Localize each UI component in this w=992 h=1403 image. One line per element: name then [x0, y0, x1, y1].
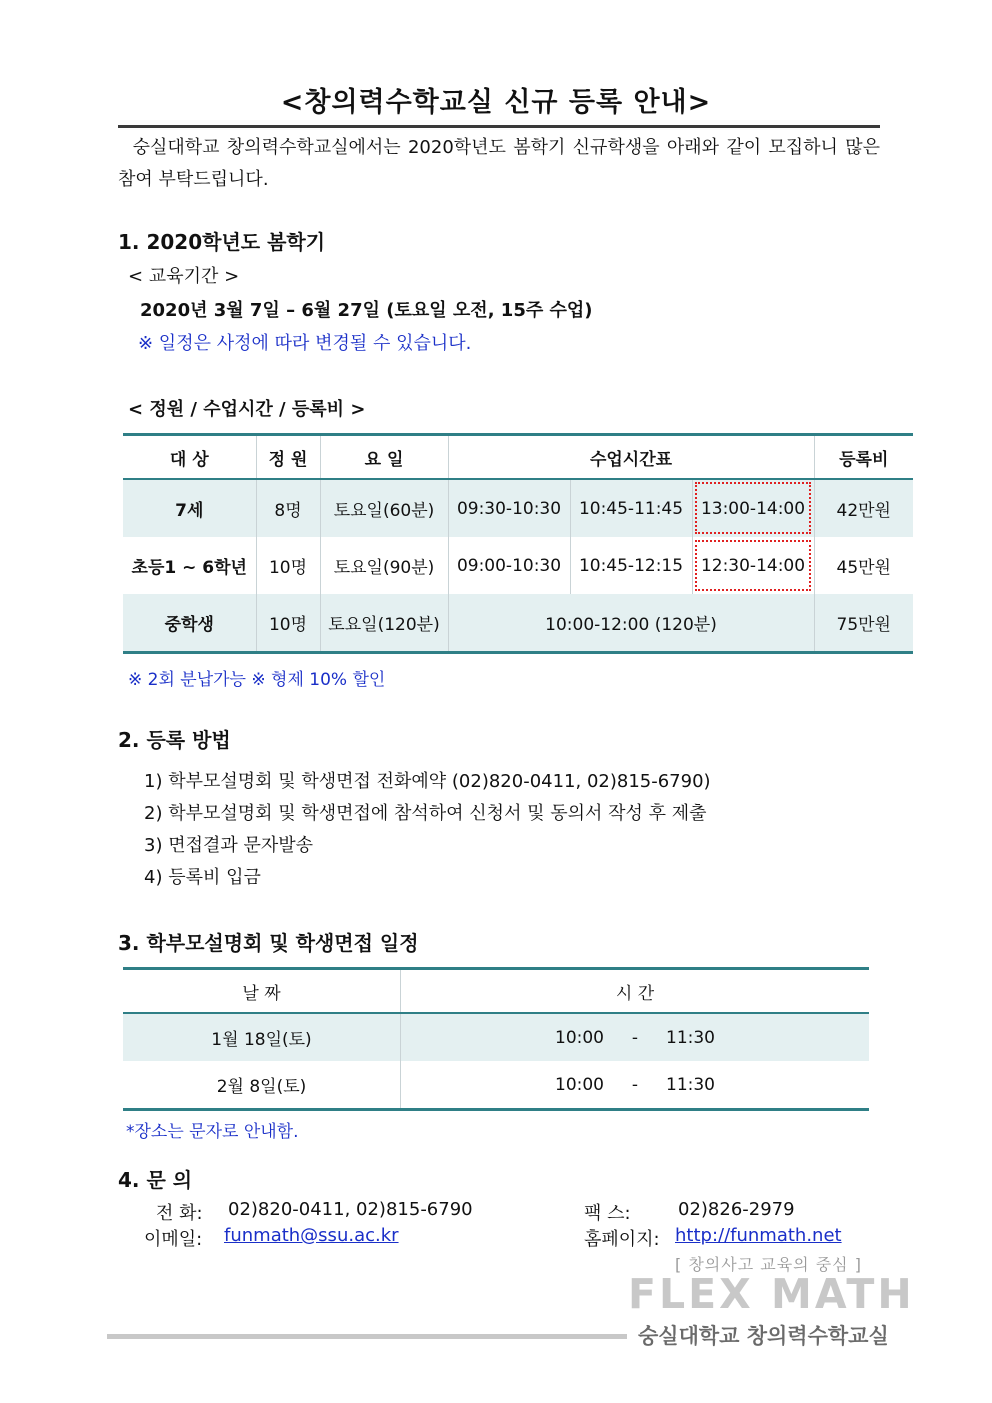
section2-heading: 2. 등록 방법 — [118, 728, 231, 752]
table-row — [123, 537, 913, 594]
time-start: 10:00 — [555, 1027, 604, 1048]
table-header-row — [123, 435, 913, 480]
footer-org-name: 숭실대학교 창의력수학교실 — [638, 1324, 889, 1348]
row-capacity: 10명 — [256, 537, 320, 594]
time-end: 11:30 — [666, 1074, 715, 1095]
time-end: 11:30 — [666, 1027, 715, 1048]
header-date: 날 짜 — [123, 969, 401, 1014]
row-time-1: 09:30-10:30 — [448, 479, 570, 537]
method-item-3: 3) 면접결과 문자발송 — [144, 835, 314, 856]
row-time — [401, 1061, 870, 1110]
row-target: 중학생 — [123, 594, 256, 653]
flexmath-logo: FLEX MATH — [628, 1270, 915, 1318]
row-day: 토요일(90분) — [320, 537, 448, 594]
row-capacity: 10명 — [256, 594, 320, 653]
row-target: 초등1 ~ 6학년 — [123, 537, 256, 594]
section3-heading: 3. 학부모설명회 및 학생면접 일정 — [118, 931, 419, 955]
footer-divider — [107, 1334, 627, 1339]
method-item-2: 2) 학부모설명회 및 학생면접에 참석하여 신청서 및 동의서 작성 후 제출 — [144, 803, 707, 824]
table-row — [123, 1013, 869, 1061]
row-fee: 45만원 — [814, 537, 913, 594]
payment-note: ※ 2회 분납가능 ※ 형제 10% 할인 — [128, 670, 386, 690]
table-row — [123, 594, 913, 653]
briefing-schedule-table — [123, 967, 869, 1111]
row-capacity: 8명 — [256, 479, 320, 537]
table-row — [123, 1061, 869, 1110]
header-target: 대 상 — [123, 435, 256, 480]
time-start: 10:00 — [555, 1074, 604, 1095]
row-target: 7세 — [123, 479, 256, 537]
row-date: 2월 8일(토) — [123, 1061, 401, 1110]
header-fee: 등록비 — [814, 435, 913, 480]
intro-text: 숭실대학교 창의력수학교실에서는 2020학년도 봄학기 신규학생을 아래와 같이 모집하니 많은 참여 부탁드립니다. — [118, 137, 880, 190]
email-link[interactable]: funmath@ssu.ac.kr — [224, 1225, 399, 1246]
row-day: 토요일(120분) — [320, 594, 448, 653]
row-time-3-highlighted: 12:30-14:00 — [692, 537, 814, 594]
time-separator: - — [631, 1074, 639, 1095]
row-fee: 42만원 — [814, 479, 913, 537]
logo-tagline: [ 창의사고 교육의 중심 ] — [675, 1255, 862, 1274]
homepage-link[interactable]: http://funmath.net — [675, 1225, 842, 1246]
page-title: <창의력수학교실 신규 등록 안내> — [280, 87, 712, 118]
section1-heading: 1. 2020학년도 봄학기 — [118, 230, 326, 254]
phone-label: 전 화: — [156, 1203, 203, 1224]
phone-value: 02)820-0411, 02)815-6790 — [228, 1199, 473, 1220]
row-date: 1월 18일(토) — [123, 1013, 401, 1061]
email-label: 이메일: — [144, 1229, 203, 1250]
section4-heading: 4. 문 의 — [118, 1168, 193, 1192]
table-header-row — [123, 969, 869, 1014]
title-divider — [118, 125, 880, 128]
period-label: < 교육기간 > — [128, 266, 240, 287]
row-time-3-highlighted: 13:00-14:00 — [692, 479, 814, 537]
location-note: *장소는 문자로 안내함. — [126, 1122, 299, 1142]
row-time-2: 10:45-12:15 — [570, 537, 692, 594]
period-value: 2020년 3월 7일 – 6월 27일 (토요일 오전, 15주 수업) — [140, 300, 593, 321]
method-item-1: 1) 학부모설명회 및 학생면접 전화예약 (02)820-0411, 02)815-6790) — [144, 771, 711, 792]
period-note: ※ 일정은 사정에 따라 변경될 수 있습니다. — [138, 333, 472, 354]
table-label: < 정원 / 수업시간 / 등록비 > — [128, 399, 366, 420]
header-timetable: 수업시간표 — [448, 435, 814, 480]
row-time-merged: 10:00-12:00 (120분) — [448, 594, 814, 653]
fax-label: 팩 스: — [584, 1203, 631, 1224]
header-time: 시 간 — [401, 969, 870, 1014]
row-fee: 75만원 — [814, 594, 913, 653]
row-time-1: 09:00-10:30 — [448, 537, 570, 594]
homepage-label: 홈페이지: — [584, 1229, 660, 1250]
intro-paragraph — [118, 132, 880, 196]
header-capacity: 정 원 — [256, 435, 320, 480]
time-separator: - — [631, 1027, 639, 1048]
table-row — [123, 479, 913, 537]
method-item-4: 4) 등록비 입금 — [144, 867, 261, 888]
row-day: 토요일(60분) — [320, 479, 448, 537]
header-day: 요 일 — [320, 435, 448, 480]
schedule-table — [123, 433, 913, 654]
row-time — [401, 1013, 870, 1061]
fax-value: 02)826-2979 — [678, 1199, 795, 1220]
row-time-2: 10:45-11:45 — [570, 479, 692, 537]
